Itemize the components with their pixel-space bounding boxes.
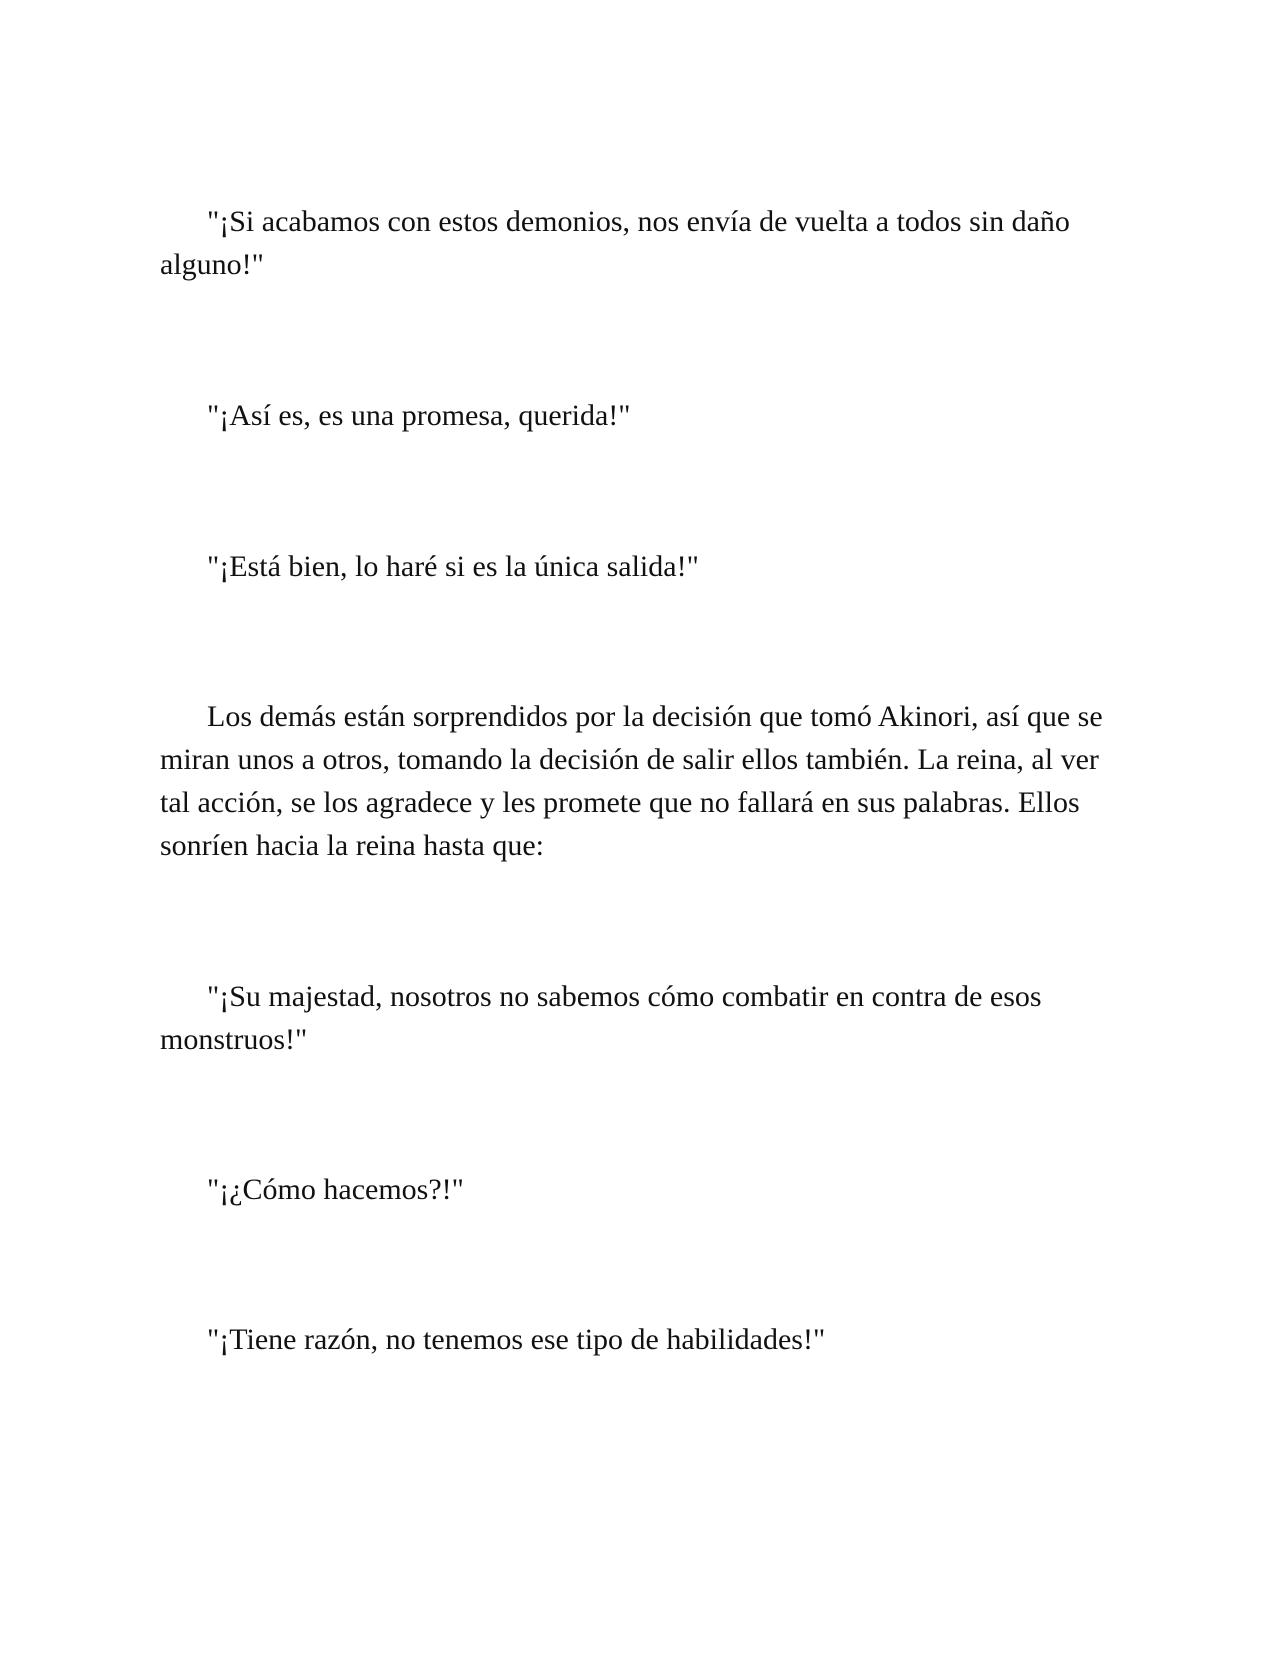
narration-paragraph: Los demás están sorprendidos por la decisión que tomó Akinori, así que se miran unos a otros, tomando la decisión de salir ellos también. La reina, al ver tal acción, se los agradece y les promete que no fallará en sus palabras. Ellos sonríen hacia la reina hasta que: (160, 700, 1103, 862)
dialogue-paragraph: "¡Su majestad, nosotros no sabemos cómo combatir en contra de esos monstruos!" (160, 980, 1042, 1056)
dialogue-paragraph: "¡Tiene razón, no tenemos ese tipo de habilidades!" (207, 1323, 826, 1356)
dialogue-paragraph: "¡Está bien, lo haré si es la única salida!" (207, 550, 699, 583)
dialogue-paragraph: "¡Así es, es una promesa, querida!" (207, 399, 631, 432)
dialogue-paragraph: "¡¿Cómo hacemos?!" (207, 1173, 464, 1206)
dialogue-paragraph: "¡Si acabamos con estos demonios, nos envía de vuelta a todos sin daño alguno!" (160, 205, 1070, 281)
